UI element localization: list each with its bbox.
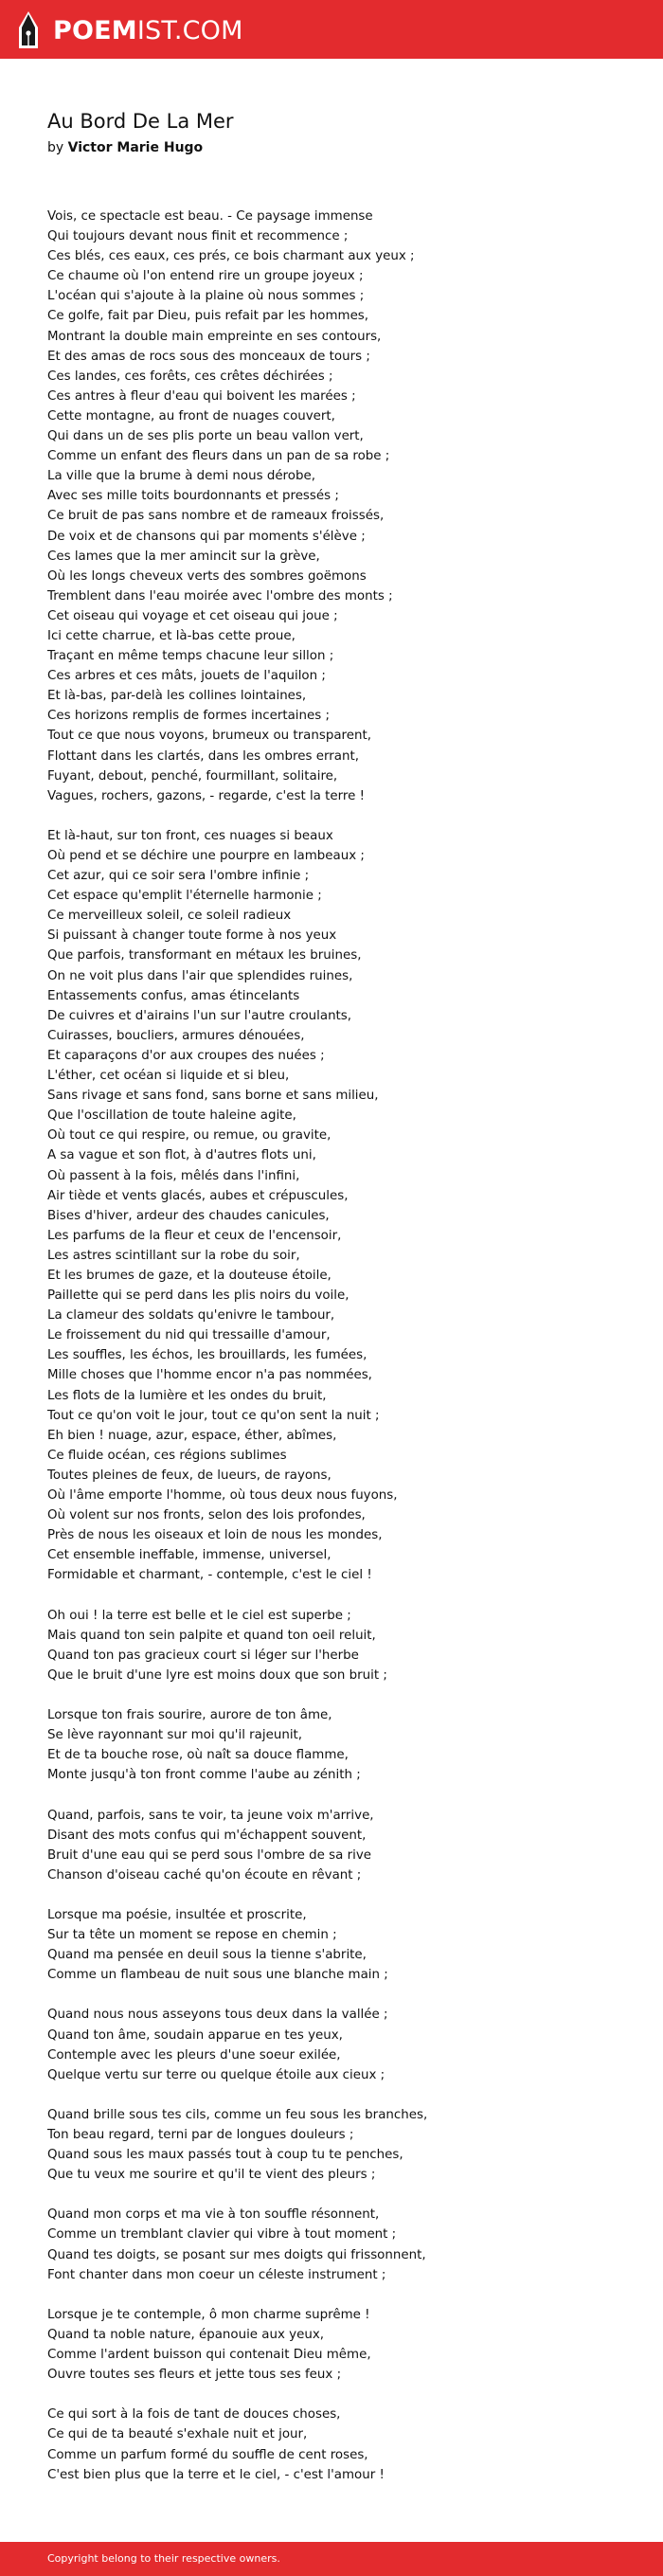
poem-line: Ce qui de ta beauté s'exhale nuit et jour, (47, 2427, 308, 2442)
poem-line: Comme un flambeau de nuit sous une blanche main ; (47, 1968, 388, 1983)
poem-line: Ton beau regard, terni par de longues douleurs ; (47, 2128, 354, 2142)
poem-line: Si puissant à changer toute forme à nos yeux (47, 928, 337, 944)
poem-line: De cuivres et d'airains l'un sur l'autre croulants, (47, 1008, 352, 1023)
poem-line: Lorsque ma poésie, insultée et proscrite, (47, 1907, 307, 1922)
poem-line: Ces antres à fleur d'eau qui boivent les marées ; (47, 388, 356, 404)
poem-stanza (47, 1806, 635, 1885)
poem-body (47, 207, 635, 2505)
poem-line: Qui toujours devant nous finit et recommence ; (47, 229, 349, 244)
poem-line: Comme un tremblant clavier qui vibre à tout moment ; (47, 2227, 397, 2243)
by-label: by (47, 140, 64, 155)
poem-line: Tout ce que nous voyons, brumeux ou transparent, (47, 729, 371, 744)
poem-line: Sur ta tête un moment se repose en chemin ; (47, 1928, 337, 1943)
poem-line: Et les brumes de gaze, et la douteuse étoile, (47, 1268, 332, 1283)
site-header (0, 0, 663, 59)
brand-light-text: IST.COM (136, 15, 243, 45)
poem-line: Ce fluide océan, ces régions sublimes (47, 1448, 287, 1463)
pen-nib-icon (17, 10, 40, 50)
poem-stanza (47, 826, 635, 1586)
poem-stanza (47, 2305, 635, 2385)
poem-line: Et là-haut, sur ton front, ces nuages si beaux (47, 828, 333, 843)
poem-line: Que tu veux me sourire et qu'il te vient des pleurs ; (47, 2168, 376, 2183)
poem-line: La ville que la brume à demi nous dérobe, (47, 469, 315, 484)
poem-line: Tout ce qu'on voit le jour, tout ce qu'on sent la nuit ; (47, 1408, 380, 1423)
poem-stanza (47, 1606, 635, 1685)
poem-line: Mille choses que l'homme encor n'a pas nommées, (47, 1368, 372, 1383)
poem-line: C'est bien plus que la terre et le ciel, - c'est l'amour ! (47, 2467, 385, 2482)
poem-line: Où les longs cheveux verts des sombres goëmons (47, 568, 367, 584)
poem-line: Quelque vertu sur terre ou quelque étoile aux cieux ; (47, 2067, 385, 2082)
poem-line: Quand ton pas gracieux court si léger sur l'herbe (47, 1648, 359, 1663)
poem-stanza (47, 2205, 635, 2284)
poem-line: Ces landes, ces forêts, ces crêtes déchirées ; (47, 369, 333, 384)
poem-line: Qui dans un de ses plis porte un beau vallon vert, (47, 429, 364, 444)
site-logo-link[interactable] (17, 9, 243, 51)
poem-line: Comme un enfant des fleurs dans un pan de sa robe ; (47, 449, 390, 464)
poem-line: Flottant dans les clartés, dans les ombres errant, (47, 748, 359, 764)
poem-line: Montrant la double main empreinte en ses contours, (47, 329, 382, 344)
poem-line: Où passent à la fois, mêlés dans l'infini, (47, 1168, 300, 1183)
poem-line: L'éther, cet océan si liquide et si bleu, (47, 1069, 290, 1084)
site-footer (0, 2542, 663, 2576)
poem-line: Ces arbres et ces mâts, jouets de l'aquilon ; (47, 669, 326, 684)
poem-line: Tremblent dans l'eau moirée avec l'ombre des monts ; (47, 588, 393, 603)
poem-line: Où l'âme emporte l'homme, où tous deux nous fuyons, (47, 1488, 398, 1503)
poem-line: Les flots de la lumière et les ondes du bruit, (47, 1388, 327, 1403)
poem-line: On ne voit plus dans l'air que splendides ruines, (47, 968, 353, 983)
poem-line: Bruit d'une eau qui se perd sous l'ombre de sa rive (47, 1847, 371, 1863)
poem-line: Traçant en même temps chacune leur sillon ; (47, 649, 334, 664)
poem-line: Où volent sur nos fronts, selon des lois profondes, (47, 1508, 366, 1523)
poem-line: Ce golfe, fait par Dieu, puis refait par les hommes, (47, 309, 369, 324)
poem-line: Quand mon corps et ma vie à ton souffle résonnent, (47, 2207, 380, 2223)
poem-line: Le froissement du nid qui tressaille d'amour, (47, 1328, 331, 1343)
poem-line: Ces lames que la mer amincit sur la grève, (47, 549, 320, 564)
poem-line: Où pend et se déchire une pourpre en lambeaux ; (47, 849, 365, 863)
poem-line: Quand tes doigts, se posant sur mes doigts qui frissonnent, (47, 2247, 426, 2262)
poem-line: Près de nous les oiseaux et loin de nous les mondes, (47, 1528, 383, 1543)
poem-line: Ouvre toutes ses fleurs et jette tous ses feux ; (47, 2368, 342, 2383)
poem-line: Mais quand ton sein palpite et quand ton oeil reluit, (47, 1628, 376, 1643)
poem-line: Oh oui ! la terre est belle et le ciel est superbe ; (47, 1608, 351, 1623)
poem-line: Cet azur, qui ce soir sera l'ombre infinie ; (47, 869, 310, 884)
author-link[interactable]: Victor Marie Hugo (67, 140, 204, 155)
poem-line: Bises d'hiver, ardeur des chaudes canicules, (47, 1208, 330, 1223)
site-logo-text (53, 16, 243, 45)
poem-line: Entassements confus, amas étincelants (47, 988, 300, 1003)
poem-stanza (47, 207, 635, 806)
poem-line: Toutes pleines de feux, de lueurs, de rayons, (47, 1468, 332, 1483)
poem-line: Avec ses mille toits bourdonnants et pressés ; (47, 489, 339, 504)
poem-line: Eh bien ! nuage, azur, espace, éther, abîmes, (47, 1428, 337, 1443)
poem-byline (47, 140, 203, 155)
poem-line: Quand ton âme, soudain apparue en tes yeux, (47, 2027, 343, 2043)
poem-line: Lorsque ton frais sourire, aurore de ton âme, (47, 1708, 332, 1723)
poem-line: Où tout ce qui respire, ou remue, ou gravite, (47, 1128, 332, 1144)
poem-line: Les parfums de la fleur et ceux de l'encensoir, (47, 1228, 342, 1243)
poem-line: Les souffles, les échos, les brouillards, les fumées, (47, 1348, 367, 1363)
poem-line: Quand, parfois, sans te voir, ta jeune voix m'arrive, (47, 1808, 374, 1823)
poem-line: Cet oiseau qui voyage et cet oiseau qui joue ; (47, 608, 338, 623)
poem-line: Monte jusqu'à ton front comme l'aube au zénith ; (47, 1768, 361, 1783)
poem-line: Cet espace qu'emplit l'éternelle harmonie ; (47, 889, 322, 904)
poem-line: De voix et de chansons qui par moments s'élève ; (47, 529, 366, 544)
poem-line: Cet ensemble ineffable, immense, universel, (47, 1548, 332, 1563)
poem-line: Ce bruit de pas sans nombre et de rameaux froissés, (47, 509, 385, 524)
poem-line: Et des amas de rocs sous des monceaux de tours ; (47, 349, 370, 364)
poem-line: Comme un parfum formé du souffle de cent roses, (47, 2447, 368, 2462)
poem-stanza (47, 1705, 635, 1785)
poem-line: Lorsque je te contemple, ô mon charme suprême ! (47, 2307, 370, 2322)
poem-line: Sans rivage et sans fond, sans borne et sans milieu, (47, 1089, 379, 1104)
poem-line: Fuyant, debout, penché, fourmillant, solitaire, (47, 768, 338, 784)
poem-line: Et là-bas, par-delà les collines lointaines, (47, 689, 307, 704)
brand-bold-text: POEM (53, 15, 137, 45)
poem-line: Comme l'ardent buisson qui contenait Dieu même, (47, 2348, 371, 2363)
poem-line: A sa vague et son flot, à d'autres flots uni, (47, 1148, 316, 1163)
poem-line: Cette montagne, au front de nuages couvert, (47, 408, 335, 423)
poem-line: Quand brille sous tes cils, comme un feu sous les branches, (47, 2107, 428, 2122)
poem-line: Disant des mots confus qui m'échappent souvent, (47, 1828, 367, 1843)
poem-line: Quand nous nous asseyons tous deux dans la vallée ; (47, 2008, 388, 2023)
poem-line: Vois, ce spectacle est beau. - Ce paysage immense (47, 209, 373, 224)
poem-line: Formidable et charmant, - contemple, c'est le ciel ! (47, 1568, 372, 1583)
poem-line: Et caparaçons d'or aux croupes des nuées ; (47, 1048, 325, 1063)
poem-line: Les astres scintillant sur la robe du soir, (47, 1248, 300, 1263)
poem-line: Ce merveilleux soleil, ce soleil radieux (47, 909, 292, 924)
poem-line: Quand ma pensée en deuil sous la tienne s'abrite, (47, 1948, 367, 1963)
poem-line: Vagues, rochers, gazons, - regarde, c'est la terre ! (47, 788, 365, 803)
poem-line: Ce chaume où l'on entend rire un groupe joyeux ; (47, 269, 364, 284)
poem-line: Ces blés, ces eaux, ces prés, ce bois charmant aux yeux ; (47, 249, 415, 264)
poem-line: Font chanter dans mon coeur un céleste instrument ; (47, 2267, 386, 2282)
poem-line: Se lève rayonnant sur moi qu'il rajeunit, (47, 1728, 303, 1743)
poem-line: Quand ta noble nature, épanouie aux yeux, (47, 2327, 325, 2342)
poem-line: Et de ta bouche rose, où naît sa douce flamme, (47, 1748, 349, 1763)
poem-line: Ces horizons remplis de formes incertaines ; (47, 709, 330, 724)
poem-stanza (47, 2105, 635, 2185)
poem-stanza (47, 1905, 635, 1985)
poem-line: Contemple avec les pleurs d'une soeur exilée, (47, 2047, 341, 2063)
poem-line: Paillette qui se perd dans les plis noirs du voile, (47, 1288, 349, 1304)
poem-line: Chanson d'oiseau caché qu'on écoute en rêvant ; (47, 1867, 362, 1882)
poem-line: Que parfois, transformant en métaux les bruines, (47, 948, 362, 964)
poem-line: L'océan qui s'ajoute à la plaine où nous sommes ; (47, 289, 365, 304)
poem-line: Cuirasses, boucliers, armures dénouées, (47, 1028, 305, 1043)
poem-stanza (47, 2405, 635, 2484)
poem-line: Ici cette charrue, et là-bas cette proue, (47, 628, 296, 643)
poem-line: Ce qui sort à la fois de tant de douces choses, (47, 2407, 341, 2423)
poem-line: Que le bruit d'une lyre est moins doux que son bruit ; (47, 1667, 387, 1683)
poem-line: Que l'oscillation de toute haleine agite, (47, 1108, 296, 1124)
poem-line: Quand sous les maux passés tout à coup tu te penches, (47, 2148, 403, 2163)
poem-stanza (47, 2005, 635, 2084)
poem-title: Au Bord De La Mer (47, 110, 234, 133)
poem-line: La clameur des soldats qu'enivre le tambour, (47, 1308, 335, 1324)
poem-line: Air tiède et vents glacés, aubes et crépuscules, (47, 1188, 349, 1203)
copyright-text: Copyright belong to their respective owners. (47, 2552, 280, 2565)
